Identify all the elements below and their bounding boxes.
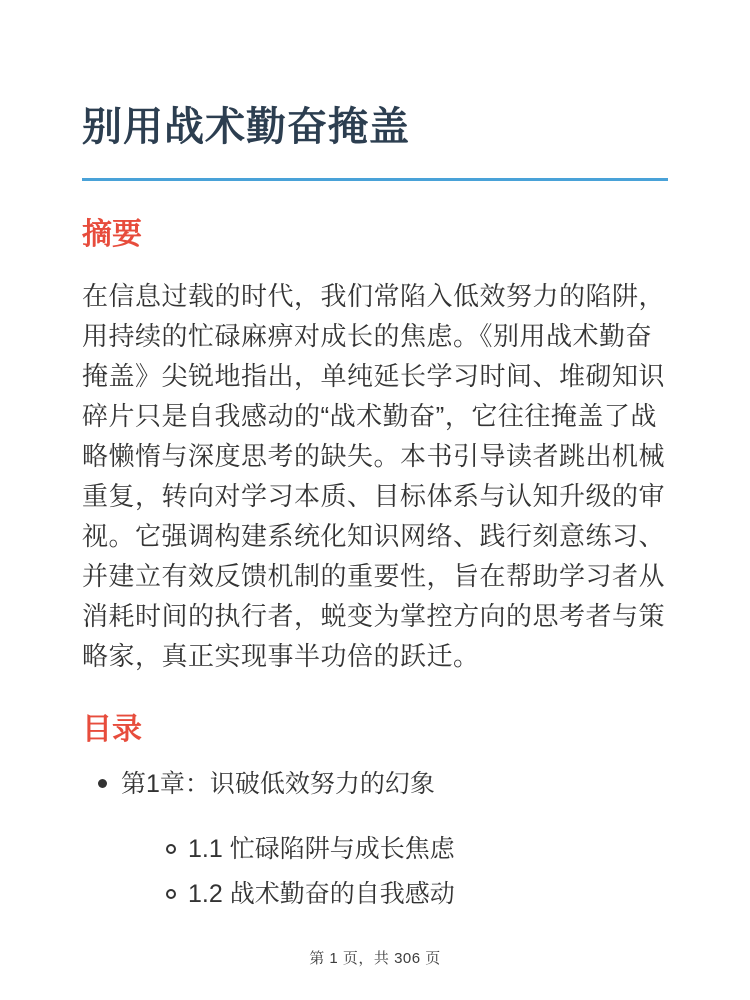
page-number-indicator: 第 1 页，共 306 页 <box>309 950 441 967</box>
toc-sub-item <box>82 827 668 872</box>
circle-bullet-icon <box>166 844 176 854</box>
toc-sub-label: 1.1 忙碌陷阱与成长焦虑 <box>188 835 455 863</box>
abstract-heading: 摘要 <box>82 218 142 251</box>
toc-list <box>82 764 668 917</box>
toc-chapter-item <box>82 764 668 804</box>
circle-bullet-icon <box>166 889 176 899</box>
document-title: 别用战术勤奋掩盖 <box>82 105 410 149</box>
disc-bullet-icon <box>98 779 107 788</box>
toc-sub-list <box>82 827 668 917</box>
abstract-paragraph: 在信息过载的时代，我们常陷入低效努力的陷阱，用持续的忙碌麻痹对成长的焦虑。《别用战术勤奋掩盖》尖锐地指出，单纯延长学习时间、堆砌知识碎片只是自我感动的“战术勤奋”，它往往掩盖了战略懒惰与深度思考的缺失。本书引导读者跳出机械重复，转向对学习本质、目标体系与认知升级的审视。它强调构建系统化知识网络、践行刻意练习、并建立有效反馈机制的重要性，旨在帮助学习者从消耗时间的执行者，蜕变为掌控方向的思考者与策略家，真正实现事半功倍的跃迁。 <box>82 281 666 671</box>
toc-sub-label: 1.2 战术勤奋的自我感动 <box>188 880 455 908</box>
title-divider <box>82 178 668 181</box>
toc-heading: 目录 <box>82 713 142 746</box>
toc-chapter-label: 第1章：识破低效努力的幻象 <box>121 770 435 798</box>
toc-sub-item <box>82 872 668 917</box>
